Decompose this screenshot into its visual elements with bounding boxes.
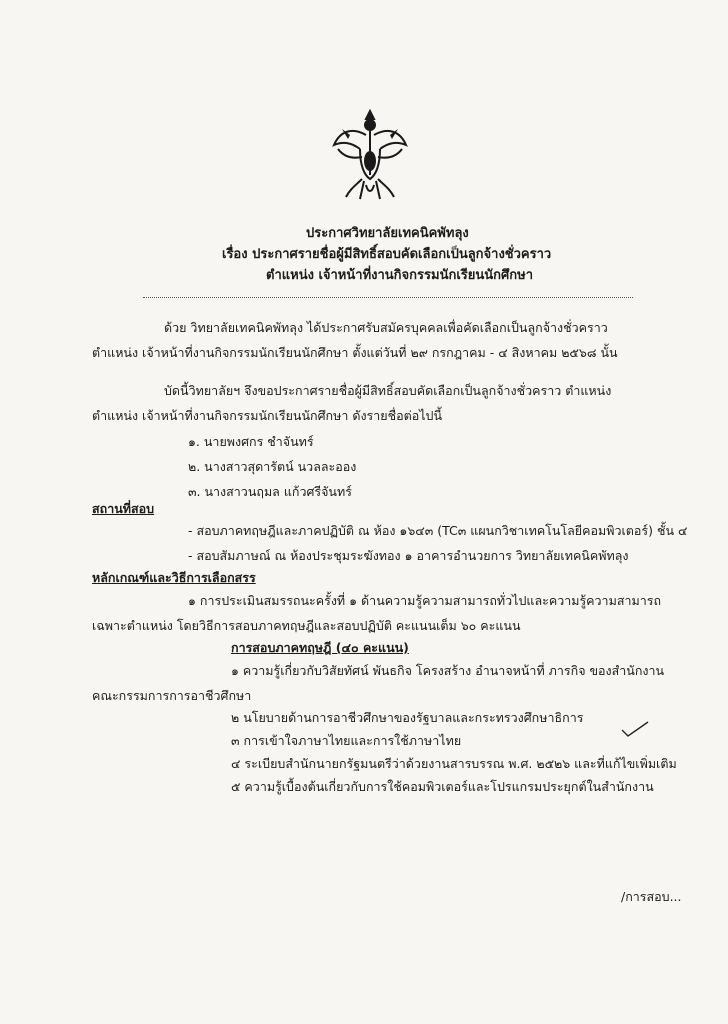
intro-paragraph-1-line-1: ด้วย วิทยาลัยเทคนิคพัทลุง ได้ประกาศรับสมัครบุคคลเพื่อคัดเลือกเป็นลูกจ้างชั่วคราว	[164, 320, 608, 335]
header-divider	[143, 297, 633, 298]
candidate-item: ๑. นายพงศกร ชำจันทร์	[188, 434, 314, 449]
header-position: ตำแหน่ง เจ้าหน้าที่งานกิจกรรมนักเรียนนักศึกษา	[266, 268, 534, 283]
intro-paragraph-2-line-1: บัดนี้วิทยาลัยฯ จึงขอประกาศรายชื่อผู้มีสิทธิ์สอบคัดเลือกเป็นลูกจ้างชั่วคราว ตำแหน่ง	[164, 383, 612, 398]
theory-heading: การสอบภาคทฤษฎี (๔๐ คะแนน)	[231, 640, 409, 655]
check-mark-icon	[620, 720, 650, 738]
candidate-item: ๒. นางสาวสุดารัตน์ นวลละออง	[188, 459, 357, 474]
intro-paragraph-1-line-2: ตำแหน่ง เจ้าหน้าที่งานกิจกรรมนักเรียนนักศึกษา ตั้งแต่วันที่ ๒๙ กรกฎาคม - ๔ สิงหาคม ๒๕๖๘ นั้น	[92, 345, 618, 360]
theory-topic: ๓ การเข้าใจภาษาไทยและการใช้ภาษาไทย	[231, 733, 462, 748]
criteria-item-1-line-2: เฉพาะตำแหน่ง โดยวิธีการสอบภาคทฤษฎีและสอบปฏิบัติ คะแนนเต็ม ๖๐ คะแนน	[92, 618, 521, 633]
venue-item: - สอบภาคทฤษฎีและภาคปฏิบัติ ณ ห้อง ๑๖๔๓ (TC๓ แผนกวิชาเทคโนโลยีคอมพิวเตอร์) ชั้น ๔	[188, 523, 688, 538]
venue-heading: สถานที่สอบ	[92, 501, 155, 516]
header-title: ประกาศวิทยาลัยเทคนิคพัทลุง	[306, 226, 469, 241]
criteria-heading: หลักเกณฑ์และวิธีการเลือกสรร	[92, 570, 256, 585]
garuda-emblem-icon	[330, 105, 410, 205]
theory-topic: ๔ ระเบียบสำนักนายกรัฐมนตรีว่าด้วยงานสารบรรณ พ.ศ. ๒๕๒๖ และที่แก้ไขเพิ่มเติม	[231, 756, 677, 771]
theory-topic: ๒ นโยบายด้านการอาชีวศึกษาของรัฐบาลและกระทรวงศึกษาธิการ	[231, 710, 584, 725]
criteria-item-1-line-1: ๑ การประเมินสมรรถนะครั้งที่ ๑ ด้านความรู้ความสามารถทั่วไปและความรู้ความสามารถ	[188, 593, 662, 608]
continued-footer: /การสอบ...	[621, 889, 682, 904]
header-subject: เรื่อง ประกาศรายชื่อผู้มีสิทธิ์สอบคัดเลือกเป็นลูกจ้างชั่วคราว	[222, 247, 552, 262]
candidate-item: ๓. นางสาวนฤมล แก้วศรีจันทร์	[188, 484, 352, 499]
theory-topic-1-line-1: ๑ ความรู้เกี่ยวกับวิสัยทัศน์ พันธกิจ โครงสร้าง อำนาจหน้าที่ ภารกิจ ของสำนักงาน	[231, 663, 665, 678]
theory-topic-1-line-2: คณะกรรมการการอาชีวศึกษา	[92, 688, 252, 703]
theory-topic: ๕ ความรู้เบื้องต้นเกี่ยวกับการใช้คอมพิวเตอร์และโปรแกรมประยุกต์ในสำนักงาน	[231, 779, 654, 794]
intro-paragraph-2-line-2: ตำแหน่ง เจ้าหน้าที่งานกิจกรรมนักเรียนนักศึกษา ดังรายชื่อต่อไปนี้	[92, 408, 442, 423]
venue-item: - สอบสัมภาษณ์ ณ ห้องประชุมระฆังทอง ๑ อาคารอำนวยการ วิทยาลัยเทคนิคพัทลุง	[188, 548, 629, 563]
